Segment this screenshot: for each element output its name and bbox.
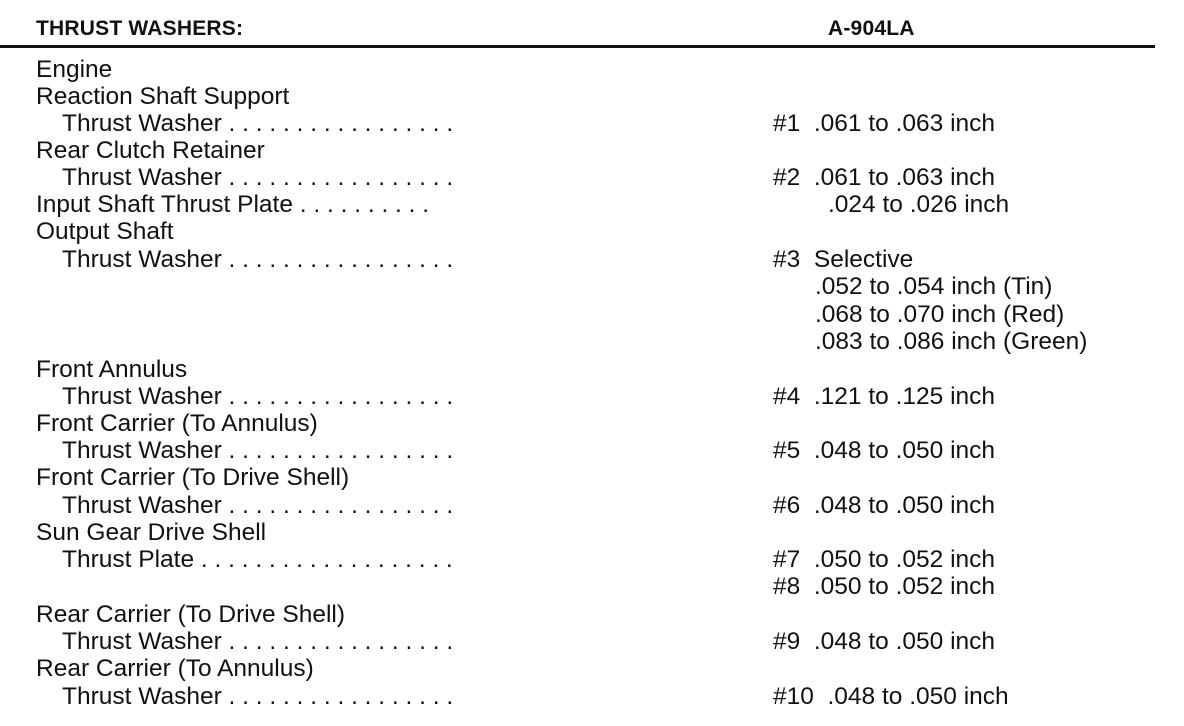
spec-input-plate: .024 to .026 inch xyxy=(828,191,1010,218)
label-reaction-support: Reaction Shaft Support xyxy=(36,83,290,110)
label-input-shaft: Input Shaft Thrust Plate . . . . . . . . . . xyxy=(36,191,430,218)
spec-washer-2: #2 .061 to .063 inch xyxy=(773,164,996,191)
label-front-carrier-shell-washer: Thrust Washer . . . . . . . . . . . . . . . . . xyxy=(62,492,454,519)
spec-washer-6: #6 .048 to .050 inch xyxy=(773,492,996,519)
section-heading: THRUST WASHERS: xyxy=(36,17,244,40)
model-heading: A-904LA xyxy=(828,17,915,40)
spec-washer-5: #5 .048 to .050 inch xyxy=(773,437,996,464)
label-rear-carrier-annulus-washer: Thrust Washer . . . . . . . . . . . . . . . . . xyxy=(62,683,454,710)
label-front-annulus: Front Annulus xyxy=(36,356,188,383)
label-front-carrier-annulus: Front Carrier (To Annulus) xyxy=(36,410,318,437)
spec-washer-1: #1 .061 to .063 inch xyxy=(773,110,996,137)
header-rule xyxy=(0,45,1155,48)
spec-washer-8: #8 .050 to .052 inch xyxy=(773,573,996,600)
label-output-shaft: Output Shaft xyxy=(36,218,174,245)
spec-washer-7: #7 .050 to .052 inch xyxy=(773,546,996,573)
label-sun-gear: Sun Gear Drive Shell xyxy=(36,519,267,546)
label-front-carrier-annulus-washer: Thrust Washer . . . . . . . . . . . . . . . . . xyxy=(62,437,454,464)
spec-washer-4: #4 .121 to .125 inch xyxy=(773,383,996,410)
spec-washer-10: #10 .048 to .050 inch xyxy=(773,683,1009,710)
label-engine: Engine xyxy=(36,56,113,83)
label-sun-gear-plate: Thrust Plate . . . . . . . . . . . . . . . . . . . xyxy=(62,546,453,573)
label-reaction-washer: Thrust Washer . . . . . . . . . . . . . . . . . xyxy=(62,110,454,137)
label-rear-clutch-washer: Thrust Washer . . . . . . . . . . . . . . . . . xyxy=(62,164,454,191)
spec-washer-3-green: .083 to .086 inch (Green) xyxy=(815,328,1088,355)
spec-washer-3: #3 Selective xyxy=(773,246,914,273)
label-front-carrier-shell: Front Carrier (To Drive Shell) xyxy=(36,464,350,491)
spec-washer-3-tin: .052 to .054 inch (Tin) xyxy=(815,273,1053,300)
label-output-washer: Thrust Washer . . . . . . . . . . . . . . . . . xyxy=(62,246,454,273)
label-rear-clutch: Rear Clutch Retainer xyxy=(36,137,265,164)
label-front-annulus-washer: Thrust Washer . . . . . . . . . . . . . . . . . xyxy=(62,383,454,410)
label-rear-carrier-shell-washer: Thrust Washer . . . . . . . . . . . . . . . . . xyxy=(62,628,454,655)
spec-washer-9: #9 .048 to .050 inch xyxy=(773,628,996,655)
spec-washer-3-red: .068 to .070 inch (Red) xyxy=(815,301,1065,328)
label-rear-carrier-annulus: Rear Carrier (To Annulus) xyxy=(36,655,314,682)
label-rear-carrier-shell: Rear Carrier (To Drive Shell) xyxy=(36,601,346,628)
